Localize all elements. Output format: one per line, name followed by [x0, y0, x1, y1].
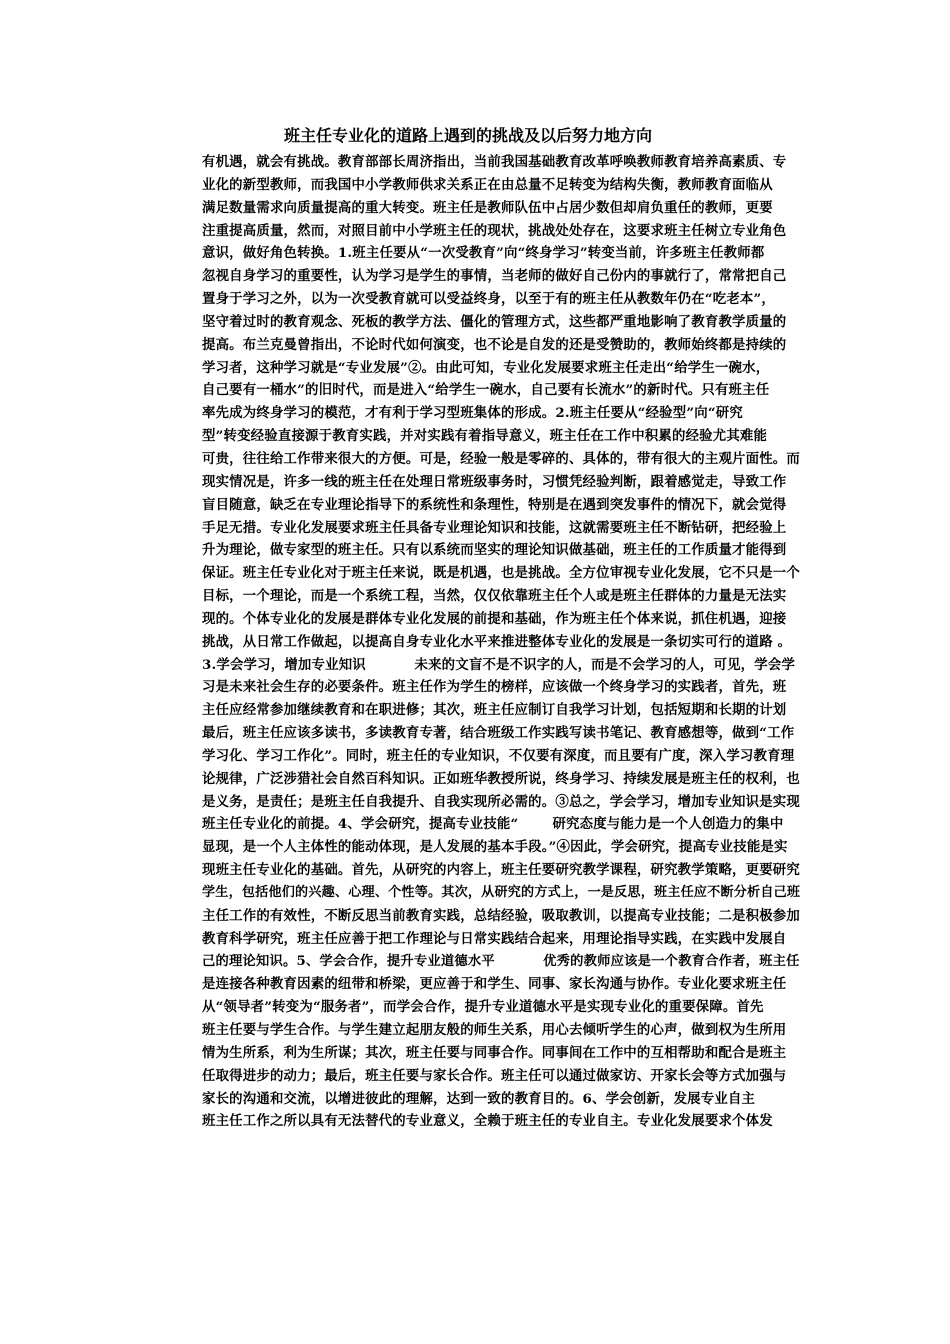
text-line: 率先成为终身学习的模范，才有利于学习型班集体的形成。2.班主任要从“经验型”向“研究 [202, 405, 743, 422]
text-line: 型”转变经验直接源于教育实践，并对实践有着指导意义，班主任在工作中积累的经验尤其难能 [202, 428, 768, 445]
text-line: 己的理论知识。5、学会合作，提升专业道德水平 优秀的教师应该是一个教育合作者，班主任 [202, 953, 800, 969]
text-line: 手足无措。专业化发展要求班主任具备专业理论知识和技能，这就需要班主任不断钻研，把经验上 [202, 519, 787, 536]
text-line: 盲目随意，缺乏在专业理论指导下的系统性和条理性，特别是在遇到突发事件的情况下，就会觉得 [202, 496, 787, 513]
text-line: 学生，包括他们的兴趣、心理、个性等。其次，从研究的方式上，一是反思，班主任应不断分析自己班 [202, 885, 801, 900]
text-line: 任取得进步的动力；最后，班主任要与家长合作。班主任可以通过做家访、开家长会等方式加强与 [202, 1067, 787, 1084]
text-line: 是义务，是责任；是班主任自我提升、自我实现所必需的。③总之，学会学习，增加专业知识是实现 [202, 793, 800, 810]
text-line: 自己要有一桶水”的旧时代，而是进入“给学生一碗水，自己要有长流水”的新时代。只有班主任 [202, 382, 770, 399]
text-line: 显现，是一个人主体性的能动体现，是人发展的基本手段。”④因此，学会研究，提高专业技能是实 [202, 839, 788, 856]
text-line: 班主任要与学生合作。与学生建立起朋友般的师生关系，用心去倾听学生的心声，做到权为生所用 [202, 1022, 787, 1039]
text-line: 从“领导者”转变为“服务者”，而学会合作，提升专业道德水平是实现专业化的重要保障。首先 [202, 999, 764, 1016]
text-line: 主任应经常参加继续教育和在职进修；其次，班主任应制订自我学习计划，包括短期和长期的计划 [202, 702, 787, 719]
text-line: 可贵，往往给工作带来很大的方便。可是，经验一般是零碎的、具体的，带有很大的主观片面性。而 [202, 450, 800, 467]
text-line: 家长的沟通和交流，以增进彼此的理解，达到一致的教育目的。6、学会创新，发展专业自主 [202, 1090, 756, 1107]
text-line: 论规律，广泛涉猎社会自然百科知识。正如班华教授所说，终身学习、持续发展是班主任的权利，也 [202, 770, 800, 787]
text-line: 班主任专业化的前提。4、学会研究，提高专业技能“ 研究态度与能力是一个人创造力的集中 [202, 816, 784, 833]
text-line: 置身于学习之外，以为一次受教育就可以受益终身，以至于有的班主任从教数年仍在“吃老本”， [202, 291, 776, 308]
text-line: 学习者，这种学习就是“专业发展”②。由此可知，专业化发展要求班主任走出“给学生一碗水， [202, 359, 770, 376]
text-line: 升为理论，做专家型的班主任。只有以系统而坚实的理论知识做基础，班主任的工作质量才能得到 [202, 542, 787, 559]
text-line: 现实情况是，许多一线的班主任在处理日常班级事务时，习惯凭经验判断，跟着感觉走，导致工作 [202, 473, 787, 490]
text-line: 满足数量需求向质量提高的重大转变。班主任是教师队伍中占居少数但却肩负重任的教师，更要 [202, 199, 773, 216]
text-line: 保证。班主任专业化对于班主任来说，既是机遇，也是挑战。全方位审视专业化发展，它不只是一个 [202, 565, 800, 582]
text-line: 忽视自身学习的重要性，认为学习是学生的事情，当老师的做好自己份内的事就行了，常常把自己 [202, 268, 787, 285]
text-line: 主任工作的有效性，不断反思当前教育实践，总结经验，吸取教训，以提高专业技能；二是积极参加 [202, 907, 800, 924]
document-body [202, 151, 802, 1133]
text-line: 提高。布兰克曼曾指出，不论时代如何演变，也不论是自发的还是受赞助的，教师始终都是持续的 [202, 336, 787, 353]
text-line: 注重提高质量，然而，对照目前中小学班主任的现状，挑战处处存在，这要求班主任树立专业角色 [202, 222, 787, 239]
text-line: 学习化、学习工作化”。同时，班主任的专业知识，不仅要有深度，而且要有广度，深入学习教育理 [202, 747, 795, 764]
text-line: 最后，班主任应该多读书，多读教育专著，结合班级工作实践写读书笔记、教育感想等，做到“工作 [202, 725, 795, 742]
text-line: 3.学会学习，增加专业知识 未来的文盲不是不识字的人，而是不会学习的人，可见，学会学 [202, 656, 796, 673]
text-line: 现的。个体专业化的发展是群体专业化发展的前提和基础，作为班主任个体来说，抓住机遇，迎接 [202, 610, 787, 627]
text-line: 意识，做好角色转换。1.班主任要从“一次受教育”向“终身学习”转变当前，许多班主任教师都 [202, 245, 765, 262]
text-line: 目标，一个理论，而是一个系统工程，当然，仅仅依靠班主任个人或是班主任群体的力量是无法实 [202, 588, 787, 605]
text-line: 业化的新型教师，而我国中小学教师供求关系正在由总量不足转变为结构失衡，教师教育面临从 [202, 176, 773, 193]
text-line: 是连接各种教育因素的纽带和桥梁，更应善于和学生、同事、家长沟通与协作。专业化要求班主任 [202, 976, 787, 993]
text-line: 现班主任专业化的基础。首先，从研究的内容上，班主任要研究教学课程，研究教学策略，更要研究 [202, 862, 800, 879]
text-line: 习是未来社会生存的必要条件。班主任作为学生的榜样，应该做一个终身学习的实践者，首先，班 [202, 679, 787, 696]
text-line: 坚守着过时的教育观念、死板的教学方法、僵化的管理方式，这些都严重地影响了教育教学质量的 [202, 313, 787, 330]
text-line: 班主任工作之所以具有无法替代的专业意义，全赖于班主任的专业自主。专业化发展要求个体发 [202, 1113, 773, 1130]
text-line: 挑战，从日常工作做起，以提高自身专业化水平来推进整体专业化的发展是一条切实可行的道路 。 [202, 633, 792, 650]
document-title: 班主任专业化的道路上遇到的挑战及以后努力地方向 [284, 126, 653, 145]
text-line: 教育科学研究，班主任应善于把工作理论与日常实践结合起来，用理论指导实践，在实践中发展自 [202, 930, 787, 947]
text-line: 有机遇，就会有挑战。教育部部长周济指出，当前我国基础教育改革呼唤教师教育培养高素质、专 [202, 154, 787, 170]
text-line: 情为生所系，利为生所谋；其次，班主任要与同事合作。同事间在工作中的互相帮助和配合是班主 [202, 1044, 787, 1061]
